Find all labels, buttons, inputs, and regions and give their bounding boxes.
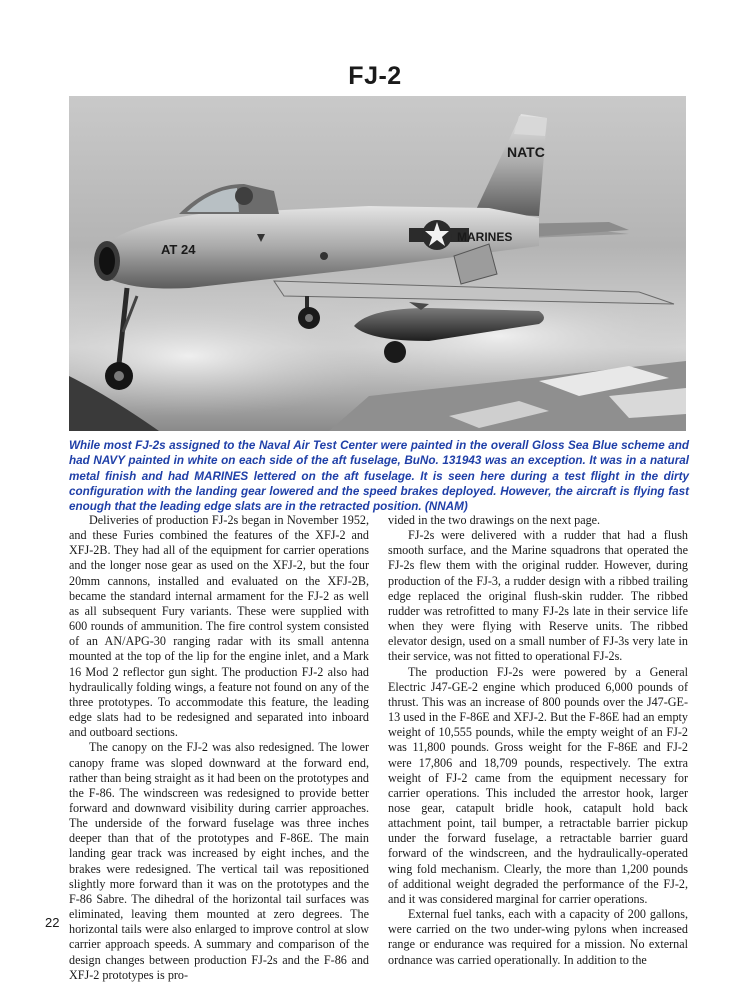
body-paragraph: FJ-2s were delivered with a rudder that had a flush smooth surface, and the Marine squadrons that operated the FJ-2s flew them with the original rudder. However, during production of the FJ-3, a rudder design with a ribbed trailing edge replaced the original flush-skin rudder. The ribbed rudder was retrofitted to many FJ-2s late in their service life when they were flying with Reserve units. The ribbed elevator design, used on a small number of FJ-3s very late in their service, was not fitted to operational FJ-2s. <box>388 528 688 664</box>
fuselage-code-text: AT 24 <box>161 242 196 257</box>
photo-caption <box>69 438 689 514</box>
body-paragraph: External fuel tanks, each with a capacity of 200 gallons, were carried on the two under-wing pylons when increased range or endurance was required for a mission. No external ordnance was carried operationally. In addition to the <box>388 907 688 967</box>
body-right-column <box>388 513 688 968</box>
body-paragraph: The canopy on the FJ-2 was also redesigned. The lower canopy frame was sloped downward at the forward end, rather than being straight as it had been on the prototypes and the F-86. The windscreen was redesigned to provide better forward and downward visibility during carrier approaches. The underside of the forward fuselage was three inches deeper than that of the prototypes and F-86E. The main landing gear track was increased by eight inches, and the brakes were redesigned. The vertical tail was repositioned slightly more forward than it was on the prototypes and the F-86 Sabre. The dihedral of the horizontal tail surfaces was eliminated, leaving them mounted at zero degrees. The horizontal tails were also enlarged to improve control at slow carrier approach speeds. A summary and comparison of the design changes between production FJ-2s and the F-86 and XFJ-2 prototypes is pro- <box>69 740 369 982</box>
body-paragraph: vided in the two drawings on the next page. <box>388 513 601 527</box>
body-left-column <box>69 513 369 983</box>
aircraft-photo <box>69 96 686 431</box>
page-number: 22 <box>45 915 60 930</box>
tail-code-text: NATC <box>507 144 545 160</box>
fuselage-lettering-text: MARINES <box>457 230 513 244</box>
body-paragraph: Deliveries of production FJ-2s began in November 1952, and these Furies combined the features of the XFJ-2 and XFJ-2B. They had all of the equipment for carrier operations and the longer nose gear as used on the XFJ-2, but the four 20mm cannons, installed and evaluated on the XFJ-2B, became the standard internal armament for the FJ-2 as well as all subsequent Fury variants. These were supplied with 600 rounds of ammunition. The fire control system consisted of an AN/APG-30 ranging radar with its small antenna mounted at the top of the lip for the engine inlet, and a Mark 16 Mod 2 reflector gun sight. The production FJ-2 also had hydraulically folding wings, a feature not found on any of the three prototypes. To accommodate this feature, the leading edge slats had to be redesigned and separated into inboard and outboard sections. <box>69 513 369 740</box>
page-title: FJ-2 <box>348 62 402 90</box>
caption-text: While most FJ-2s assigned to the Naval Air Test Center were painted in the overall Gloss Sea Blue scheme and had NAVY painted in white on each side of the aft fuselage, BuNo. 131943 was an exception. It was in a natural metal finish and had MARINES lettered on the aft fuselage. It is seen here during a test flight in the dirty configuration with the landing gear lowered and the speed brakes deployed. However, the aircraft is flying fast enough that the leading edge slats are in the retracted position. (NNAM) <box>69 439 689 514</box>
body-paragraph: The production FJ-2s were powered by a General Electric J47-GE-2 engine which produced 6,000 pounds of thrust. This was an increase of 800 pounds over the J47-GE-13 used in the F-86E and XFJ-2. But the F-86E had an empty weight of 10,555 pounds, while the empty weight of an FJ-2 was 11,800 pounds. Gross weight for the F-86E and FJ-2 were 17,806 and 18,709 pounds, respectively. The extra weight of FJ-2 came from the equipment necessary for carrier operations. This included the arrestor hook, larger nose gear, catapult bridle hook, catapult hold back attachment point, tail bumper, a retractable barrier pickup under the forward fuselage, a retractable barrier guard forward of the windscreen, and the hydraulically-operated wing fold mechanism. Clearly, the more than 1,200 pounds of additional weight degraded the performance of the FJ-2, and it was considered marginal for carrier operations. <box>388 664 688 906</box>
